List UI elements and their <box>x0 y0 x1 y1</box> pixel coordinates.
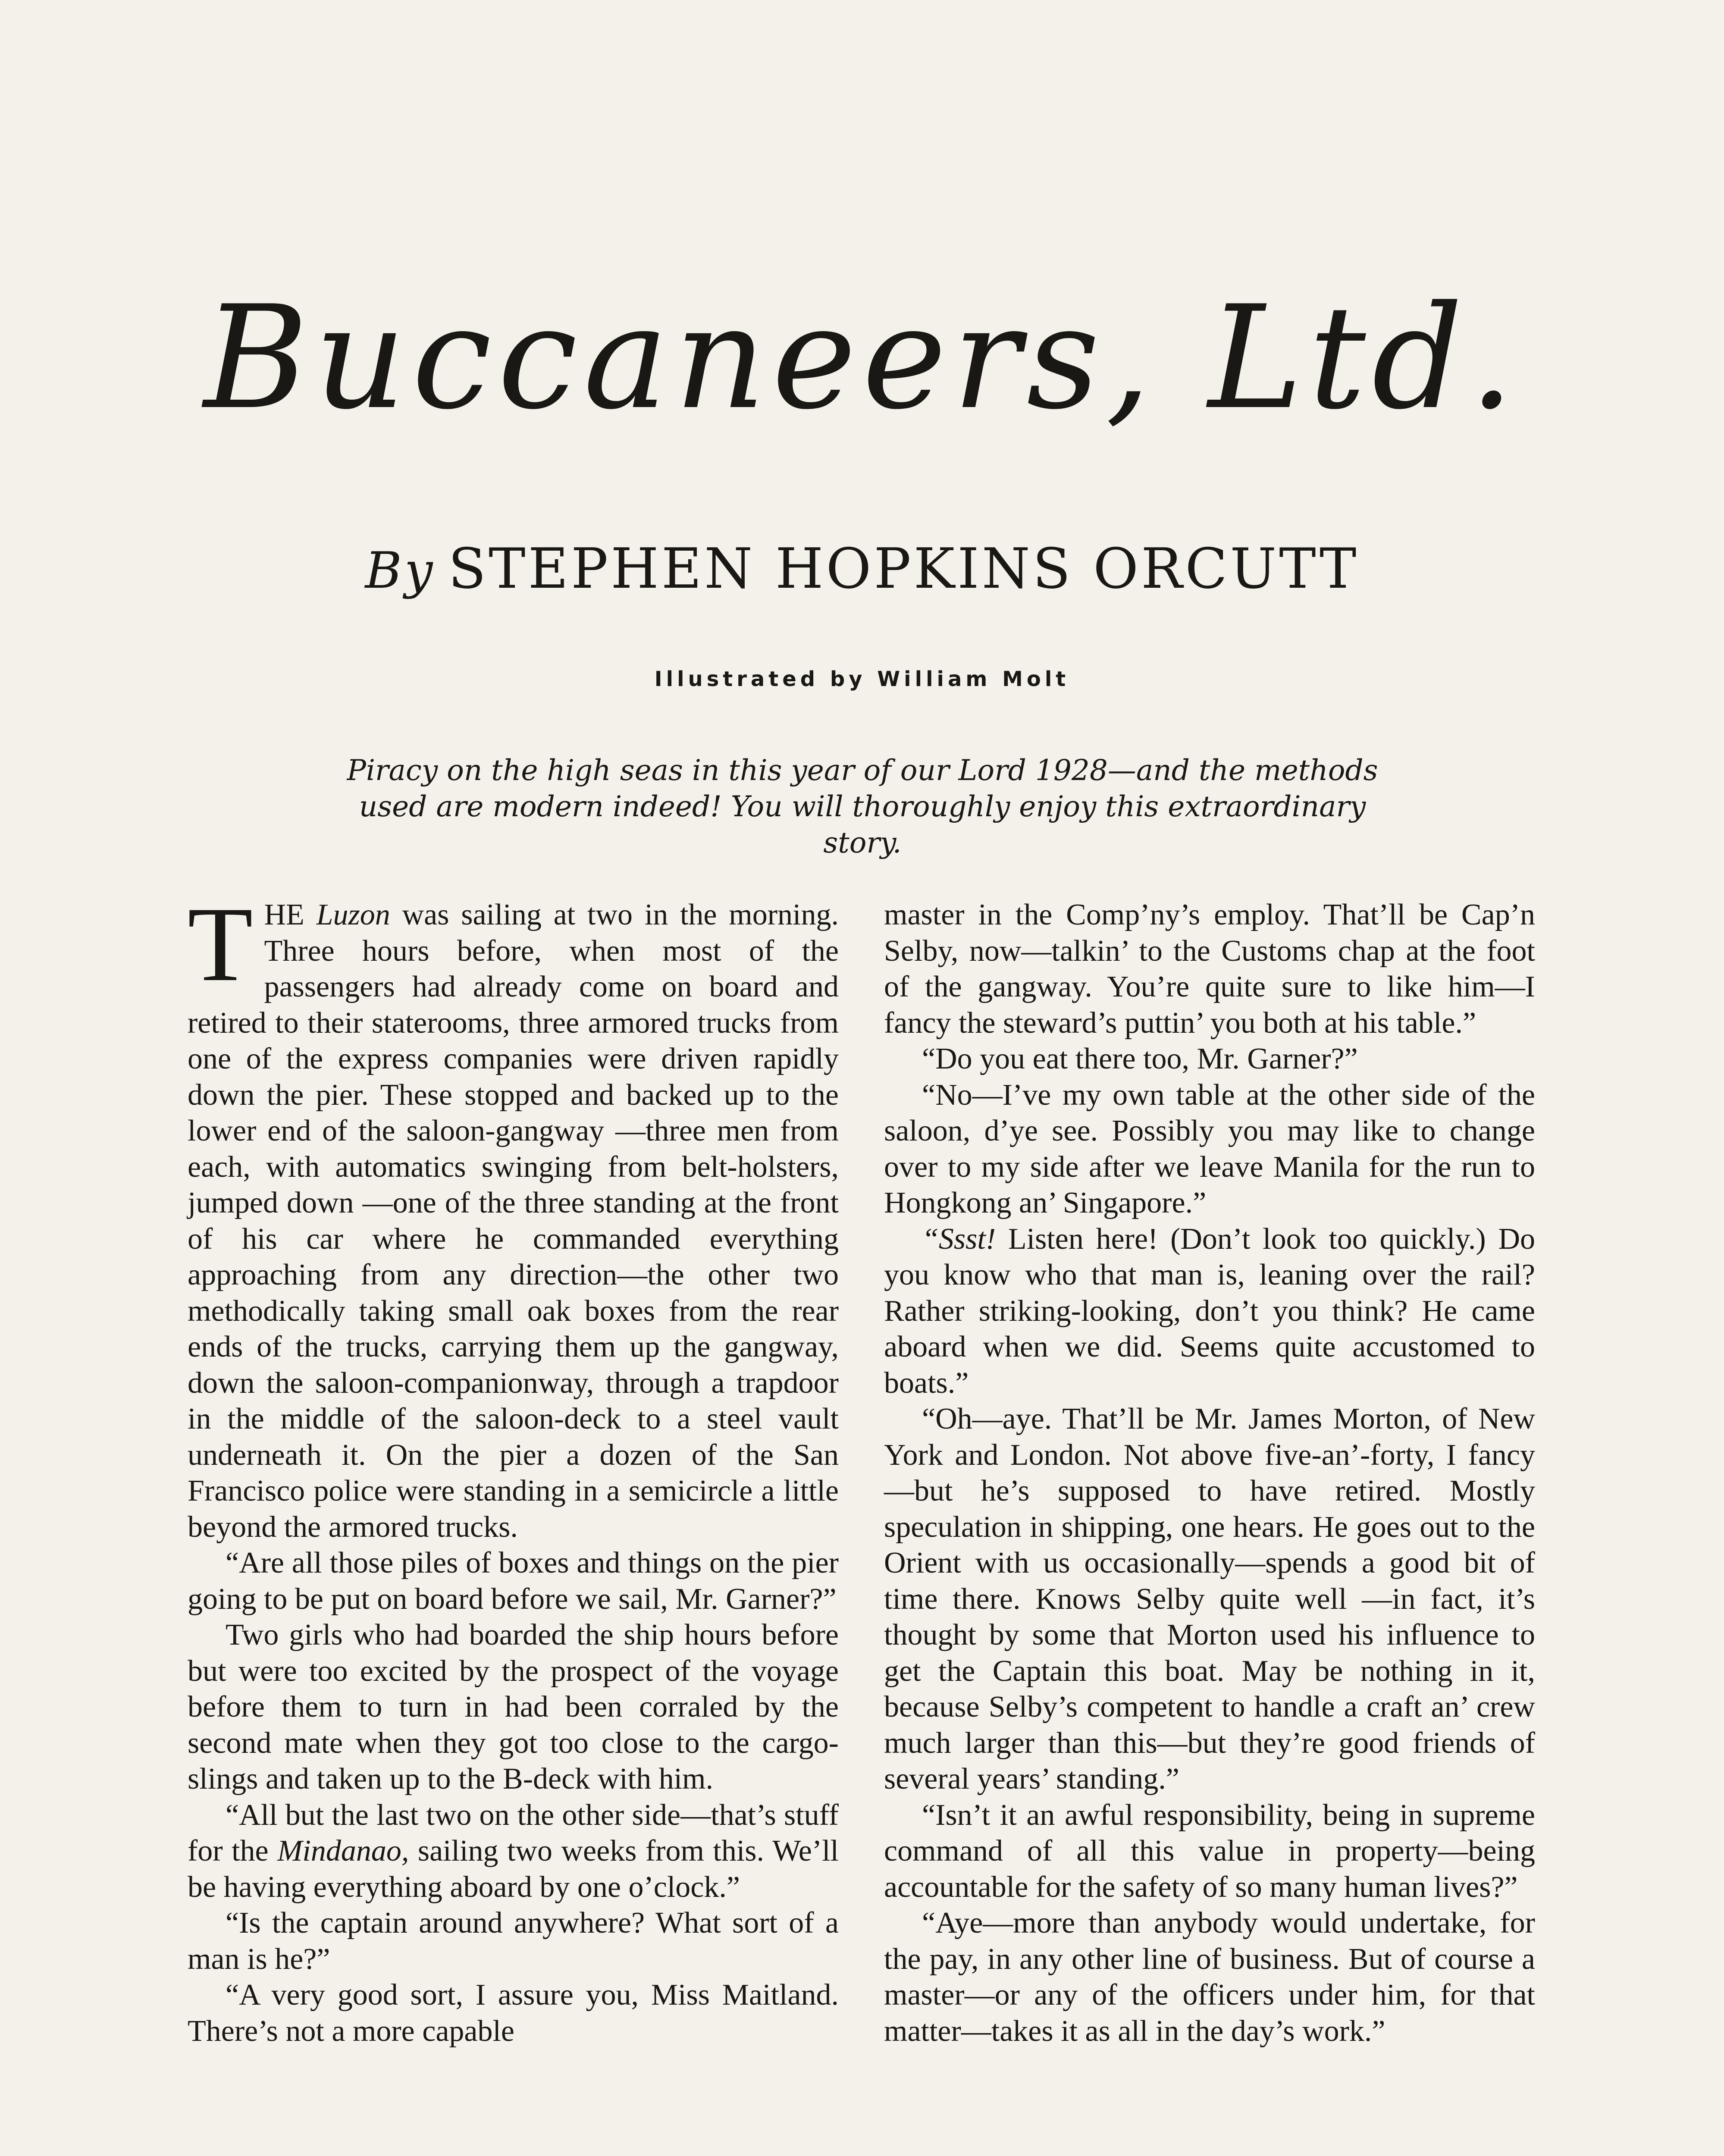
paragraph <box>884 1221 1535 1401</box>
paragraph: “Do you eat there too, Mr. Garner?” <box>922 1042 1358 1075</box>
paragraph: “Is the captain around anywhere? What sort of a man is he?” <box>188 1906 839 1976</box>
author-name: STEPHEN HOPKINS ORCUTT <box>448 537 1359 601</box>
byline-prefix: By <box>365 542 436 600</box>
paragraph-text: “All but the last two on the other side—that’s stuff for the <box>188 1798 839 1868</box>
illustrator-credit: Illustrated by William Molt <box>654 667 1070 691</box>
ship-name: Mindanao, <box>277 1834 409 1868</box>
paragraph: “Are all those piles of boxes and things on the pier going to be put on board before we sail, Mr. Garner?” <box>188 1546 839 1616</box>
paragraph: “Isn’t it an awful responsibility, being in supreme command of all this value in property—being accountable for the safety of so many human lives?” <box>884 1798 1535 1904</box>
paragraph <box>188 885 839 1545</box>
paragraph: “Aye—more than anybody would undertake, for the pay, in any other line of business. But of course a master—or any of the officers under him, for that matter—takes it as all in the day’s work.” <box>884 1906 1535 2048</box>
text-column-left <box>188 885 839 2156</box>
paragraph: “No—I’ve my own table at the other side of the saloon, d’ye see. Possibly you may like to change over to my side after we leave Manila for the run to Hongkong an’ Singapore.” <box>884 1078 1535 1219</box>
emphasis: “Ssst! <box>922 1222 996 1256</box>
text-column-right <box>884 897 1535 2156</box>
paragraph: master in the Comp’ny’s employ. That’ll be Cap’n Selby, now—talkin’ to the Customs chap at the foot of the gangway. You’re quite sure to like him—I fancy the steward’s puttin’ you both at his table.” <box>884 898 1535 1040</box>
byline <box>0 535 1724 605</box>
paragraph-text: HE <box>264 898 317 931</box>
story-deck: Piracy on the high seas in this year of our Lord 1928—and the methods used are modern indeed! You will thoroughly enjoy this extraordinary story. <box>347 754 1378 859</box>
drop-cap: T <box>188 885 253 1003</box>
ship-name: Luzon <box>316 898 390 931</box>
paragraph-text: was sailing at two in the morning. Three hours before, when most of the passengers had already come on board and retired to their staterooms, three armored trucks from one of the express companies were driven rapidly down the pier. These stopped and backed up to the lower end of the saloon-gangway —three men from each, with automatics swinging from belt-holsters, jumped down —one of the three standing at the front of his car where he commanded everything approaching from any direction—the other two methodically taking small oak boxes from the rear ends of the trucks, carrying them up the gangway, down the saloon-companionway, through a trapdoor in the middle of the saloon-deck to a steel vault underneath it. On the pier a dozen of the San Francisco police were standing in a semicircle a little beyond the armored trucks. <box>188 898 839 1544</box>
story-title: Buccaneers, Ltd. <box>204 275 1520 441</box>
paragraph-text: Listen here! (Don’t look too quickly.) Do you know who that man is, leaning over the rail? Rather striking-looking, don’t you think? He came aboard when we did. Seems quite accustomed to boats.” <box>884 1222 1535 1400</box>
paragraph-text: sailing two weeks from this. We’ll be having everything aboard by one o’clock.” <box>188 1834 839 1904</box>
paragraph <box>188 1797 839 1905</box>
paragraph: “Oh—aye. That’ll be Mr. James Morton, of New York and London. Not above five-an’-forty, I fancy—but he’s supposed to have retired. Mostly speculation in shipping, one hears. He goes out to the Orient with us occasionally—spends a good bit of time there. Knows Selby quite well —in fact, it’s thought by some that Morton used his influence to get the Captain this boat. May be nothing in it, because Selby’s competent to handle a craft an’ crew much larger than this—but they’re good friends of several years’ standing.” <box>884 1402 1535 1796</box>
paragraph: Two girls who had boarded the ship hours before but were too excited by the prospect of the voyage before them to turn in had been corraled by the second mate when they got too close to the cargo-slings and taken up to the B-deck with him. <box>188 1618 839 1796</box>
paragraph: “A very good sort, I assure you, Miss Maitland. There’s not a more capable <box>188 1978 839 2048</box>
